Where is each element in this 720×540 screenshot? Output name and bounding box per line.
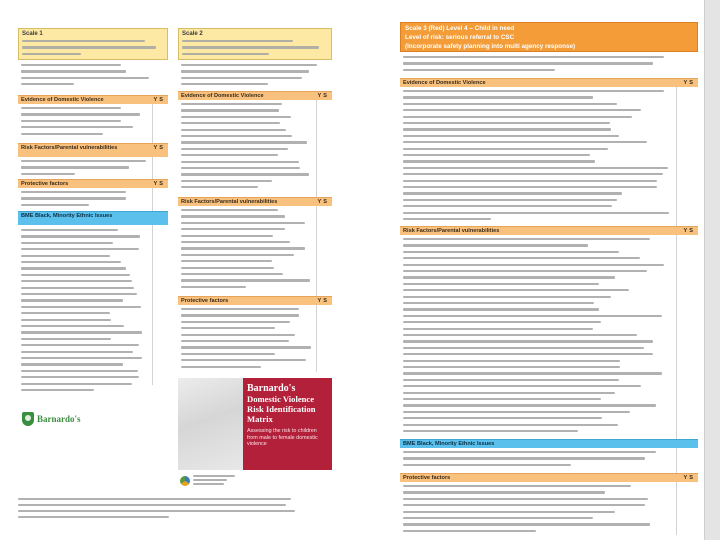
section-title: Risk Factors/Parental vulnerabilities [403,228,500,234]
text-line [21,166,129,168]
text-line [181,273,283,275]
scale3-risk-text [403,238,673,436]
text-line [182,40,293,42]
text-line [21,274,130,276]
text-line [21,242,113,244]
text-line [181,161,299,163]
text-line [403,56,664,58]
text-line [21,107,121,109]
text-line [403,270,647,272]
ys-label: YS [683,228,695,234]
text-line [21,338,111,340]
scale1-header [18,28,168,60]
scale3-bme-text [403,451,673,470]
text-line [403,451,656,453]
text-line [181,308,299,310]
text-line [21,287,134,289]
scale3-note: (Incorporate safety planning into multi agency response) [405,43,576,50]
text-line [18,504,286,506]
text-line [182,53,269,55]
text-line [403,464,571,466]
text-line [403,398,601,400]
text-line [403,212,669,214]
text-line [403,103,617,105]
text-line [181,70,309,72]
text-line [21,229,118,231]
text-line [403,141,647,143]
scale1-protective-header [18,179,168,188]
scale3-ys-rule [676,78,677,535]
text-line [181,215,285,217]
section-title: Protective factors [21,181,69,187]
text-line [403,69,555,71]
text-line [181,359,306,361]
text-line [403,289,629,291]
text-line [21,267,126,269]
scale2-protective-header [178,296,332,305]
section-title: Evidence of Domestic Violence [21,97,104,103]
text-line [403,334,637,336]
section-title: Protective factors [403,475,451,481]
text-line [181,103,282,105]
text-line [181,154,278,156]
text-line [403,296,611,298]
text-line [181,228,285,230]
text-line [403,199,617,201]
text-line [403,411,630,413]
text-line [21,312,110,314]
text-line [182,46,319,48]
children-board-logo [180,474,244,488]
text-line [403,321,601,323]
text-line [21,248,139,250]
text-line [403,167,668,169]
text-line [403,173,663,175]
scale3-evidence-text [403,90,673,224]
text-line [403,372,662,374]
ys-label: YS [317,199,329,205]
text-line [403,379,619,381]
text-line [403,328,593,330]
text-line [21,191,126,193]
scale2-header-text [182,40,326,59]
text-line [21,383,132,385]
text-line [21,319,111,321]
text-line [403,417,602,419]
scale3-title: Scale 3 (Red) Level 4 – Child in need [405,25,515,32]
scale3-bme-header [400,439,698,448]
text-line [181,122,280,124]
text-line [193,479,227,481]
cover-image [178,378,243,470]
text-line [181,235,273,237]
text-line [403,264,664,266]
cover-brand: Barnardo's [247,383,296,394]
scale2-title: Scale 2 [182,31,203,37]
text-line [181,366,261,368]
text-line [21,173,75,175]
text-line [403,283,599,285]
scale1-bme-header [18,211,168,225]
text-line [181,260,272,262]
scale3-header [400,22,698,52]
text-line [403,424,618,426]
text-line [21,83,74,85]
text-line [21,113,140,115]
text-line [181,186,258,188]
text-line [403,90,664,92]
text-line [403,457,645,459]
ys-label: YS [317,93,329,99]
scale2-evidence-header [178,91,332,100]
barnardos-logo-text: Barnardo's [37,414,81,424]
text-line [403,62,653,64]
text-line [21,255,110,257]
text-line [403,485,631,487]
scale3-risk-level: Level of risk: serious referral to CSC [405,34,515,41]
scale1-header-text [22,40,162,59]
text-line [21,351,133,353]
scale2-risk-text [181,209,313,292]
text-line [181,222,305,224]
scale2-protective-text [181,308,313,372]
scale1-intro-text [21,64,161,90]
text-line [403,205,612,207]
text-line [403,302,594,304]
scale2-intro-text [181,64,327,90]
text-line [21,133,103,135]
cover-title-line-1: Domestic Violence [247,394,315,404]
scale3-intro-text [403,56,693,75]
text-line [18,516,169,518]
text-line [181,286,246,288]
scale1-evidence-text [21,107,149,139]
text-line [21,389,94,391]
section-title: BME Black, Minority Ethnic Issues [403,441,495,447]
footer-copyright-text [18,498,332,522]
text-line [22,53,81,55]
scale3-protective-text [403,485,673,536]
text-line [403,257,640,259]
text-line [403,160,595,162]
text-line [21,77,149,79]
ys-label: YS [153,181,165,187]
text-line [181,64,317,66]
scale2-ys-rule [316,91,317,372]
text-line [21,120,121,122]
text-line [403,430,578,432]
text-line [403,315,662,317]
text-line [21,261,121,263]
ys-label: YS [153,145,165,151]
text-line [181,340,289,342]
text-line [403,135,619,137]
children-board-logo-text [193,475,241,487]
text-line [181,173,309,175]
text-line [403,340,653,342]
page-edge [704,0,720,540]
text-line [21,357,142,359]
text-line [18,498,291,500]
text-line [403,192,622,194]
text-line [181,353,275,355]
text-line [403,517,593,519]
text-line [193,475,235,477]
text-line [403,392,615,394]
text-line [21,204,89,206]
text-line [403,238,650,240]
text-line [403,251,619,253]
text-line [403,122,610,124]
ys-label: YS [317,298,329,304]
text-line [181,116,291,118]
scale2-header [178,28,332,60]
scale2-evidence-text [181,103,313,193]
text-line [21,370,138,372]
text-line [21,235,140,237]
text-line [181,135,292,137]
text-line [403,128,611,130]
text-line [403,109,641,111]
section-title: BME Black, Minority Ethnic Issues [21,212,113,219]
text-line [181,314,299,316]
cover-title-line-3: Matrix [247,414,273,424]
text-line [21,344,139,346]
text-line [181,327,275,329]
barnardos-logo [22,408,102,430]
section-title: Evidence of Domestic Violence [403,80,486,86]
text-line [181,180,272,182]
text-line [403,186,657,188]
text-line [403,180,657,182]
text-line [21,363,123,365]
scale1-title: Scale 1 [22,31,43,37]
section-title: Risk Factors/Parental vulnerabilities [21,144,118,151]
text-line [22,40,145,42]
text-line [403,523,650,525]
text-line [181,346,311,348]
cover-subtitle: Assessing the risk to children from male to female domestic violence [247,428,318,447]
text-line [403,530,536,532]
text-line [21,70,126,72]
text-line [21,376,139,378]
text-line [181,321,290,323]
text-line [403,404,656,406]
text-line [403,154,590,156]
text-line [181,167,300,169]
text-line [181,83,268,85]
text-line [403,385,641,387]
scale1-risk-header [18,143,168,157]
section-title: Protective factors [181,298,229,304]
text-line [181,254,294,256]
text-line [21,293,137,295]
text-line [403,347,644,349]
text-line [403,498,648,500]
ys-label: YS [683,80,695,86]
scale1-risk-text [21,160,149,179]
text-line [403,148,608,150]
text-line [403,353,653,355]
scale2-risk-header [178,197,332,206]
ys-label: YS [683,475,695,481]
text-line [181,129,286,131]
text-line [181,141,307,143]
text-line [21,280,132,282]
text-line [403,96,593,98]
barnardos-logo-icon [22,412,34,426]
scale3-protective-header [400,473,698,482]
text-line [18,510,295,512]
section-title: Evidence of Domestic Violence [181,93,264,99]
cover-title-line-2: Risk Identification [247,404,316,414]
text-line [193,483,224,485]
text-line [21,160,146,162]
text-line [21,331,142,333]
text-line [403,276,615,278]
text-line [21,306,141,308]
scale3-risk-header [400,226,698,235]
text-line [403,360,620,362]
scale1-evidence-header [18,95,168,104]
text-line [21,64,121,66]
text-line [181,109,279,111]
text-line [181,209,278,211]
scale3-evidence-header [400,78,698,87]
text-line [403,244,588,246]
ys-label: YS [153,97,165,103]
section-title: Risk Factors/Parental vulnerabilities [181,199,278,205]
text-line [403,218,491,220]
text-line [181,77,302,79]
text-line [403,366,620,368]
text-line [403,491,605,493]
text-line [21,325,124,327]
cover-title-box [243,378,332,470]
text-line [403,308,599,310]
text-line [22,46,156,48]
scale1-protective-text [21,191,149,210]
text-line [181,247,305,249]
text-line [403,116,632,118]
text-line [21,126,133,128]
text-line [21,299,123,301]
scale1-ys-rule [152,95,153,385]
text-line [181,267,274,269]
text-line [181,148,288,150]
text-line [181,241,290,243]
text-line [181,279,310,281]
scale1-bme-text [21,229,149,395]
children-board-logo-icon [180,476,190,486]
text-line [403,504,645,506]
text-line [21,197,126,199]
text-line [403,511,615,513]
text-line [181,334,295,336]
